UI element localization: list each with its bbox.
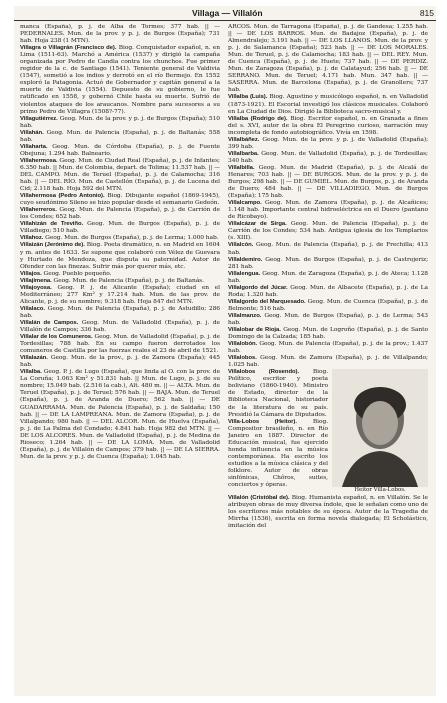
- dictionary-entry: [228, 327, 428, 341]
- entry-headword: Villalba (Rodrigo de).: [228, 115, 288, 122]
- dictionary-entry: [20, 306, 220, 320]
- dictionary-entry: [20, 144, 220, 158]
- entry-headword: Villalbilla.: [228, 164, 255, 171]
- entry-headword: Villaharta.: [20, 143, 48, 150]
- dictionary-entry: [20, 24, 220, 45]
- dictionary-entry: [20, 45, 220, 115]
- entry-headword: Villajimena.: [20, 277, 52, 284]
- entry-headword: Villahizán de Treviño.: [20, 221, 84, 228]
- right-column: [228, 24, 428, 690]
- page-header: [14, 6, 436, 21]
- entry-text: Geog. Mun. de Córdoba (España), p. j. de Fuente Obejuna; 1.294 hab. Balneario.: [20, 143, 220, 157]
- entry-headword: Villalán de Campos.: [20, 319, 79, 326]
- entry-text: Geog. Mun. de Zamora (España), p. j. de Alcañices; 1.148 hab. Importante central hidroeléctrica en el Duero (pantano de Ricobayo).: [228, 200, 428, 221]
- right-column-top: [228, 24, 428, 369]
- entry-headword: Villaizán (Jerónimo de).: [20, 242, 85, 249]
- dictionary-entry: [20, 193, 220, 207]
- entry-headword: Villalengua.: [228, 270, 261, 277]
- dictionary-entry: [228, 116, 428, 137]
- dictionary-entry: [228, 151, 428, 165]
- dictionary-entry: [20, 285, 220, 306]
- entry-headword: Villalcón.: [228, 242, 254, 249]
- entry-text: Geog. Mun. de la prov., p. j. de Zamora (España); 445 hab.: [20, 355, 220, 369]
- entry-headword: Villalgordo del Júcar.: [228, 284, 288, 291]
- entry-headword: Villahoz.: [20, 235, 44, 242]
- right-column-photo-side: [228, 369, 328, 495]
- entry-text: Geog. Mun. de Valladolid (España), p. j. de Tordesillas; 340 hab.: [228, 150, 428, 164]
- entry-text: Geog. Mun. de Burgos (España), p. j. de Lerma; 1.000 hab.: [45, 235, 219, 242]
- dictionary-entry: [228, 299, 428, 313]
- entry-headword: Villahán.: [20, 129, 44, 136]
- entry-headword: Villajos.: [20, 270, 42, 277]
- entry-headword: Villalobón.: [228, 341, 258, 348]
- portrait-caption: Heitor Villa-Lobos.: [354, 487, 406, 494]
- entry-headword: Villalar de los Comuneros.: [20, 334, 93, 341]
- page-number: 815: [419, 8, 434, 18]
- entry-text: Biog. Humanista español, n. en Villalón. Se le atribuyen obras de muy diversa índole, que le señalan como uno de los escritores más notables de su época. Autor de la Tragedia de Mirrha (1536), escrita en forma novela dialogada; El Scholástico, imitación del: [228, 495, 428, 530]
- entry-headword: Villaherreros.: [20, 207, 57, 214]
- entry-text: Biog. Agustino y musicólogo español, n. en Valladolid (1873-1921). El Escorial investigó los clásicos musicales. Colaboró en La Ciudad de Dios. Dirigió la Biblioteca sacro-musical y.: [228, 94, 428, 115]
- dictionary-entry: [228, 495, 428, 530]
- entry-text: Geog. Mun. de Palencia (España), p. j. de la prov.; 1.437 hab.: [228, 341, 428, 355]
- dictionary-entry: [228, 419, 328, 489]
- dictionary-entry: [228, 165, 428, 200]
- entry-headword: Villagra o Villagrán (Francisco de).: [20, 45, 117, 52]
- entry-text: Geog. Mun. de Valladolid (España), p. j. de Villalón de Campos; 336 hab.: [20, 319, 220, 334]
- entry-headword: Villalba (Luis).: [228, 94, 268, 101]
- dictionary-entry: [20, 271, 220, 278]
- dictionary-entry: [20, 207, 220, 221]
- entry-headword: Villalbáñez.: [228, 136, 260, 143]
- dictionary-entry: [228, 221, 428, 242]
- entry-text: Geog. Mun. de Logroño (España), p. j. de Santo Domingo de la Calzada; 185 hab.: [228, 327, 428, 341]
- entry-text: Geog. P. j. de Lugo (España), que linda al O. con la prov. de La Coruña; 1.063 Km² y 51.831 hab. || Mun. de Lugo, p. j. de su nombre; 15.049 hab. (2.516 la cab.), Alt. 480 m. || — ALTA. Mun. de Teruel (España), p. j. de Teruel; 576 hab. || — BAJA. Mun. de Teruel (España), p. j. de Aranda de Duero; 562 hab. || — DE GUADARRAMA. Mun. de Palencia (España), p. j. de Saldaña; 150 hab. || — DE LA LAMPREANA. Mun. de Zamora (España), p. j. de Villalpando; 980 hab. || — DEL ALCOR. Mun. de Huelva (España), p. j. de La Palma del Condado; 4.841 hab. Hoja 982 del MTN. || — DE LOS ALCORES. Mun. de Valladolid (España), p. j. de Medina de Rioseco; 1.264 hab. || — DE LA LOMA. Mun. de Valladolid (España), p. j. de Villalón de Campos; 379 hab. || — DE LA SIERRA. Mun. de la prov. y p. j. de Cuenca (España); 1.045 hab.: [20, 369, 220, 460]
- entry-text: Geog. Mun. de Zamora (España), p. j. de Villalpando; 1.025 hab.: [228, 355, 428, 369]
- dictionary-entry: [20, 130, 220, 144]
- dictionary-entry: [20, 334, 220, 355]
- left-column: [20, 24, 220, 690]
- dictionary-entry: [228, 242, 428, 256]
- dictionary-entry: [228, 285, 428, 299]
- entry-text: Biog. Político, escritor y poeta boliviano (1860-1940). Ministro de Estado, director de la Biblioteca Nacional, historiador de la literatura de su país. Presidió la Cámara de Diputados.: [228, 369, 329, 418]
- entry-headword: Villahermosa.: [20, 157, 58, 164]
- dictionary-entry: [228, 94, 428, 115]
- dictionary-entry: [228, 137, 428, 151]
- entry-text: Geog. Mun. de Zaragoza (España), p. j. de Ateca; 1.128 hab.: [228, 270, 428, 284]
- entry-headword: Villalobos (Rosendo).: [228, 369, 300, 376]
- right-column-bottom: [228, 495, 428, 530]
- dictionary-page: [14, 6, 436, 696]
- entry-headword: Villalbarba.: [228, 150, 259, 157]
- entry-headword: Villalaco.: [20, 305, 45, 312]
- entry-text: Geog. Mun. de Palencia (España), p. j. de Baltanás; 558 hab.: [20, 129, 220, 143]
- dictionary-entry: [20, 221, 220, 235]
- entry-headword: Villaldemiro.: [228, 256, 263, 263]
- entry-text: Geog. Mun. de Palencia (España), p. j. de Carrión de los Condes; 534 hab. Antigua iglesia de los Templarios (s. XIII).: [228, 221, 428, 242]
- entry-headword: Villalón (Cristóbal de).: [228, 495, 290, 502]
- entry-text: Geog. Pueblo pequeño.: [43, 270, 112, 277]
- entry-text: Geog. Mun. de Madrid (España), p. j. de Alcalá de Henares; 703 hab. || — DE BURGOS. Mun. de la prov. y p. j. de Burgos; 298 hab. || — DE GUMIEL. Mun. de Burgos, p. j. de Aranda de Duero; 484 hab. || — DE VILLADIEGO. Mun. de Burgos (España); 175 hab.: [228, 164, 428, 200]
- entry-text: Geog. Mun. de Albacete (España), p. j. de La Roda; 1.320 hab.: [228, 284, 428, 298]
- entry-text: ARCOS. Mun. de Tarragona (España), p. j. de Gandesa; 1.255 hab. || — DE LOS BARROS. Mun. de Badajoz (España), p. j. de Almendralejo; 3.191 hab. || — DE LOS LLANOS. Mun. de la prov. y p. j. de Salamanca (España); 523 hab. || — DE LOS MORALES. Mun. de Teruel, p. j. de Calamocha; 183 hab. || — DEL REY. Mun. de Cuenca (España), p. j. de Huete; 737 hab. || — DE PERDIZ. Mun. de Zaragoza (España), p. j. de Calatayud; 256 hab. || — DE SERRANO. Mun. de Teruel; 4.171 hab. Mun. 347 hab. || — SASERRA. Mun. de Barcelona (España), p. j. de Granollers; 737 hab.: [228, 24, 428, 94]
- entry-text: Geog. Mun. de Burgos (España), p. j. de Castrojeriz; 281 hab.: [228, 256, 428, 270]
- dictionary-entry: [228, 200, 428, 221]
- entry-headword: Villa-Lobos (Heitor).: [228, 418, 297, 425]
- entry-headword: Villalobar de Rioja.: [228, 327, 281, 334]
- dictionary-entry: [228, 257, 428, 271]
- entry-text: Geog. Mun. de Palencia (España), p. j. de Frechilla; 413 hab.: [228, 242, 428, 256]
- dictionary-entry: [228, 369, 328, 418]
- entry-text: Geog. Mun. de Ciudad Real (España), p. j. de Infantes; 6.350 hab. || Mun. de Colombia, depart. de Tolima; 11.537 hab. || — DEL CAMPO. Mun. de Teruel (España), p. j. de Calamocha; 316 hab. || — DEL RÍO. Mun. de Castellón (España), p. j. de Lucena del Cid; 2.118 hab. Hoja 592 del MTN.: [20, 157, 220, 193]
- entry-text: Geog. Mun. de Burgos (España), p. j. de Villadiego; 510 hab.: [20, 221, 220, 235]
- dictionary-entry: [20, 242, 220, 270]
- entry-headword: Villalazán.: [20, 355, 48, 362]
- photo-row: [228, 369, 428, 495]
- portrait-photo: [332, 369, 428, 487]
- dictionary-entry: [20, 158, 220, 193]
- text-columns: [14, 21, 436, 691]
- entry-text: Biog. Compositor brasileño, n. en Río Janeiro en 1887. Director de Educación musical, fue ejercido honda influencia en la música contemporánea. Ha escrito los estudios a la música clásica y del folklore. Autor de obras sinfónicas, Chôros, suites, conciertos y óperas.: [228, 418, 329, 489]
- running-head: Villaga — Villalón: [192, 8, 263, 18]
- entry-text: Biog. Conquistador español, n. en Lima (1511-63). Marchó a América (1537) y dirigió la campaña organizada por Pedro de Candia contra los chunchos. Fue primer regidor de la c. de Santiago (1541). Teniente general de Valdivia (1547), sometió a los indios y derrotó en el río Bermejo. En 1552 exploró la Patagonia. Actuó de Gobernador y capitán general a la muerte de Valdivia (1554). Depuesto de su gobierno, le fue ratificado en 1558, y gobernó Chile hasta su muerte. Sufrió de violentos ataques de los araucanos. Nombre para sucesores a su primo Pedro de Villagra (1508?-77).: [20, 45, 220, 115]
- entry-headword: Villalcampo.: [228, 200, 262, 207]
- entry-text: Geog. Mun. de la prov. y p. j. de Burgos (España); 510 hab.: [20, 115, 220, 129]
- dictionary-entry: [228, 24, 428, 94]
- entry-headword: Villalgordo del Marquesado.: [228, 298, 306, 305]
- entry-headword: Villajoyosa.: [20, 284, 52, 291]
- entry-text: Biog. Dibujante español (1869-1945), cuyo seudónimo Sileno se hizo popular desde el semanario Gedeón.: [20, 193, 220, 207]
- entry-headword: Villalmanzo.: [228, 312, 262, 319]
- dictionary-entry: [20, 369, 220, 461]
- portrait-figure: [332, 369, 428, 495]
- dictionary-entry: [20, 355, 220, 369]
- entry-text: manca (España), p. j. de Alba de Tormes; 377 hab. || — PEDERNALES. Mun. de la prov. y p. j. de Burgos (España); 731 hab. Hoja 238 (1 MTN).: [20, 24, 220, 45]
- entry-headword: Villagutiérrez.: [20, 115, 58, 122]
- entry-text: Biog. Escritor español, n. en Granada a fines del s. XVI, autor de la obra El Peregrino curioso, narración muy incompleta de fondo autobiográfico. Vivía en 1598.: [228, 115, 428, 136]
- entry-text: Geog. Mun. de Burgos (España), p. j. de Lerma; 543 hab.: [228, 312, 428, 326]
- entry-headword: Villahermosa (Pedro Antonio).: [20, 193, 105, 200]
- entry-headword: Villalba.: [20, 369, 42, 376]
- dictionary-entry: [228, 271, 428, 285]
- entry-text: Geog. Mun. de Palencia (España), p. j. de Baltanás.: [53, 277, 204, 284]
- entry-text: Geog. Mun. de Palencia (España), p. j. de Astudillo; 286 hab.: [20, 305, 220, 319]
- dictionary-entry: [228, 341, 428, 355]
- dictionary-entry: [20, 278, 220, 285]
- dictionary-entry: [20, 320, 220, 334]
- entry-text: Biog. Poeta dramático, n. en Madrid en 1604 y m. antes de 1633. Se supone que colaboró con Vélez de Guevara y Hurtado de Mendoza, que disputa su paternidad. Autor de Ofender con las finezas. Sufrir más por querer más, etc.: [20, 242, 220, 270]
- entry-text: Geog. Mun. de la prov. y p. j. de Valladolid (España); 399 hab.: [228, 136, 428, 150]
- entry-text: Geog. Mun. de Valladolid (España), p. j. de Tordesillas; 788 hab. En su campo fueron derrotados los comuneros de Castilla por las fuerzas reales el 23 de abril de 1521.: [20, 334, 220, 355]
- dictionary-entry: [20, 116, 220, 130]
- dictionary-entry: [228, 313, 428, 327]
- entry-text: Geog. Mun. de Cuenca (España), p. j. de Belmonte; 516 hab.: [228, 298, 428, 312]
- entry-text: Geog. P. j. de Alicante (España); ciudad en el Mediterráneo; 277 Km² y 17.214 hab. Mun. de las prov. de Alicante, p. j. de su nombre; 9.318 hab. Hoja 847 del MTN.: [20, 284, 220, 305]
- entry-headword: Villalcázar de Sirga.: [228, 221, 287, 228]
- entry-headword: Villalobos.: [228, 355, 257, 362]
- entry-text: Geog. Mun. de Palencia (España), p. j. de Carrión de los Condes; 652 hab.: [20, 207, 220, 221]
- dictionary-entry: [228, 355, 428, 369]
